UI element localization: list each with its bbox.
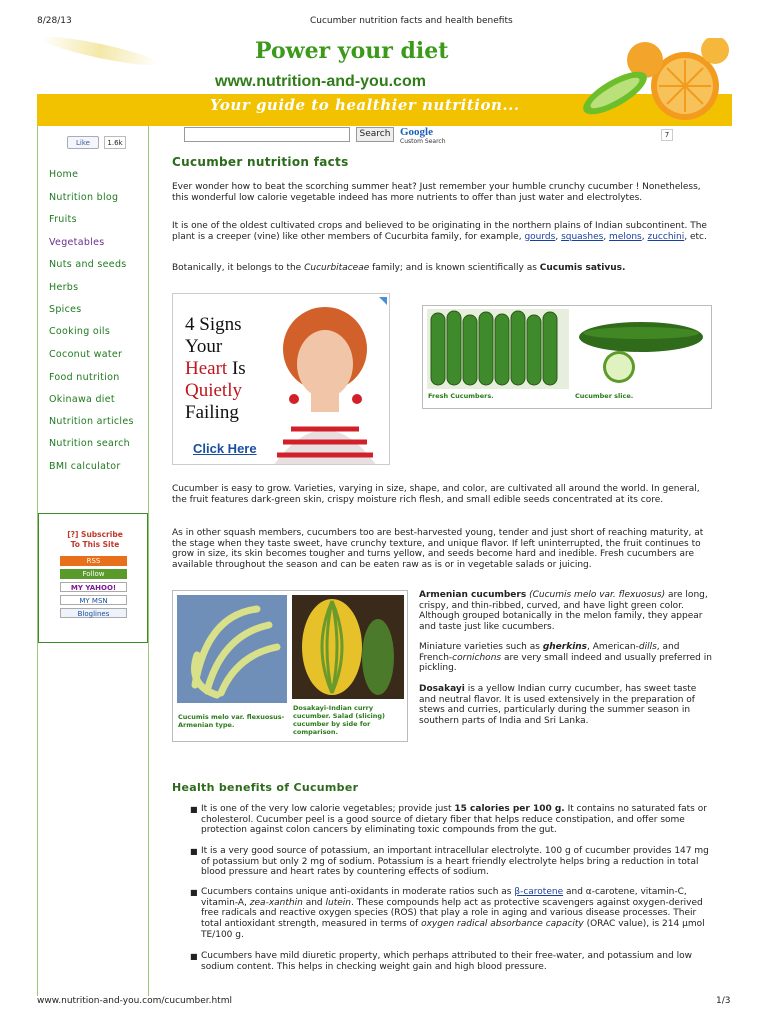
nav-item-cooking-oils[interactable]: Cooking oils	[49, 326, 111, 337]
banner-url[interactable]: www.nutrition-and-you.com	[215, 73, 426, 90]
facebook-like-button[interactable]: Like	[67, 136, 99, 149]
cucumber-slice-caption: Cucumber slice.	[575, 392, 634, 400]
dosakayi-text: is a yellow Indian curry cucumber, has sweet taste and neutral flavor. It is used extensively in the preparation of stews and curries, particularly during the summer season in southern parts of India and Sri Lanka.	[419, 684, 697, 727]
mini-gherkins: gherkins	[542, 642, 588, 652]
botany-paragraph	[172, 263, 712, 274]
armenian-cucumber-photo	[177, 595, 287, 703]
print-footer-page: 1/3	[716, 996, 731, 1006]
mini-text-c: , American-	[587, 642, 639, 652]
page-title: Cucumber nutrition facts	[172, 155, 349, 169]
intro-paragraph: Ever wonder how to beat the scorching summer heat? Just remember your humble crunchy cucumber ! Nonetheless, this wonderful low calorie vegetable indeed has more nutrients to offer than just water and electrolytes.	[172, 182, 701, 203]
nav-item-nutrition-articles[interactable]: Nutrition articles	[49, 416, 134, 427]
botany-text-b: family; and is known scientifically as	[372, 263, 537, 273]
bullet-4-marker: ■	[190, 952, 198, 961]
mini-text-a: Miniature varieties such as	[419, 642, 540, 652]
search-button[interactable]: Search	[356, 127, 394, 142]
my-msn-button[interactable]: MY MSN	[60, 595, 127, 605]
dosakayi-caption: Dosakayi-Indian curry cucumber. Salad (slicing) cucumber by side for comparison.	[293, 704, 386, 736]
dosakayi-paragraph	[419, 684, 713, 727]
bullet-3-marker: ■	[190, 888, 198, 897]
benefit-calories-b: 15 calories per 100 g.	[454, 804, 565, 814]
armenian-scientific: (Cucumis melo var. flexuosus)	[529, 590, 666, 600]
link-zucchini[interactable]: zucchini	[647, 231, 685, 242]
benefit-anti-f: . These compounds help act as protective scavengers against oxygen-derived free radicals and reactive oxygen species (ROS) that play a role in aging and various disease processes. Their total antioxidant strength, measured in terms of	[201, 897, 703, 930]
nav-item-coconut-water[interactable]: Coconut water	[49, 349, 123, 360]
armenian-text: are long, crispy, and thin-ribbed, curved, and have light green color. Although grouped botanically in the melon family, they appear and taste just like cucumbers.	[419, 590, 708, 633]
nav-item-okinawa-diet[interactable]: Okinawa diet	[49, 394, 115, 405]
armenian-caption: Cucumis melo var. flexuosus-Armenian type.	[178, 713, 285, 729]
print-date: 8/28/13	[37, 16, 72, 26]
benefit-diuretic: Cucumbers have mild diuretic property, which perhaps attributed to their free-water, and potassium and low sodium content. This helps in checking weight gain and high blood pressure.	[201, 951, 692, 972]
link-melons[interactable]: melons	[609, 231, 642, 242]
benefit-anti-h: (ORAC value), is 214 µmol TE/100 g.	[201, 919, 705, 940]
botany-text-a: Botanically, it belongs to the	[172, 263, 302, 273]
cucumber-slice-photo	[573, 309, 709, 389]
follow-button[interactable]: Follow	[60, 569, 127, 579]
dosakayi-cucumber-photo	[292, 595, 404, 699]
mini-dills: dills	[638, 642, 657, 652]
nav-item-bmi-calculator[interactable]: BMI calculator	[49, 461, 121, 472]
nav-item-fruits[interactable]: Fruits	[49, 214, 77, 225]
origin-paragraph: It is one of the oldest cultivated crops and believed to be originating in the northern plains of Indian subcontinent. The plant is a creeper (vine) like other members of Cucurbita family, for example, gourds, squashes, melons, zucchini, etc.	[172, 221, 707, 242]
benefit-calories-c: It contains no saturated fats or cholesterol. Cucumber peel is a good source of dietary fiber that helps reduce constipation, and offer some protection against colon cancers by eliminating toxic compounds from the gut.	[201, 804, 707, 836]
nav-item-vegetables[interactable]: Vegetables	[49, 237, 105, 248]
ad-line-2: Your	[185, 336, 223, 357]
nav-item-food-nutrition[interactable]: Food nutrition	[49, 372, 120, 383]
subscribe-title-line2: To This Site	[70, 540, 120, 549]
fresh-cucumbers-photo	[427, 309, 569, 389]
nav-item-nuts-and-seeds[interactable]: Nuts and seeds	[49, 259, 127, 270]
nav-item-home[interactable]: Home	[49, 169, 79, 180]
bullet-2-marker: ■	[190, 847, 198, 856]
rss-button[interactable]: RSS	[60, 556, 127, 566]
armenian-name: Armenian cucumbers	[419, 590, 527, 600]
health-benefits-heading: Health benefits of Cucumber	[172, 781, 359, 794]
custom-search-label: Custom Search	[400, 138, 446, 145]
ad-is-word: Is	[231, 358, 246, 379]
subscribe-title-line1: [?] Subscribe	[67, 530, 123, 539]
my-yahoo-button[interactable]: MY YAHOO!	[60, 582, 127, 592]
benefit-anti-g: oxygen radical absorbance capacity	[421, 919, 584, 930]
mini-text-e: , and French-	[419, 642, 680, 663]
bullet-1-marker: ■	[190, 805, 198, 814]
ad-line-3	[185, 358, 246, 380]
variety-image-box	[172, 590, 408, 742]
banner-title: Power your diet	[255, 38, 449, 64]
benefit-calories	[201, 804, 713, 836]
miniature-paragraph	[419, 642, 713, 674]
benefit-antioxidants	[201, 887, 713, 941]
ad-line-4: Quietly	[185, 380, 242, 401]
benefit-anti-b: and α-carotene, vitamin-C, vitamin-A,	[201, 887, 687, 908]
link-beta-carotene[interactable]: β-carotene	[514, 887, 564, 897]
dosakayi-name: Dosakayi	[419, 684, 465, 694]
nav-item-spices[interactable]: Spices	[49, 304, 82, 315]
nav-item-nutrition-blog[interactable]: Nutrition blog	[49, 192, 119, 203]
origin-end: etc.	[689, 231, 707, 242]
benefit-anti-d: and	[305, 897, 323, 908]
banner-tagline: Your guide to healthier nutrition...	[210, 96, 520, 114]
nav-item-herbs[interactable]: Herbs	[49, 282, 79, 293]
ad-line-5: Failing	[185, 402, 239, 423]
benefit-anti-a: Cucumbers contains unique anti-oxidants in moderate ratios such as	[201, 887, 512, 897]
facebook-like-count: 1.6k	[104, 136, 126, 149]
benefit-potassium: It is a very good source of potassium, an important intracellular electrolyte. 100 g of cucumber provides 147 mg of potassium but only 2 mg of sodium. Potassium is a heart friendly electrolyte helps bring a reduction in total blood pressure and heart rates by countering effects of sodium.	[201, 846, 709, 878]
mini-text-g: are very small indeed and usually preferred in pickling.	[419, 652, 712, 674]
link-gourds[interactable]: gourds	[524, 231, 556, 242]
benefit-anti-c: zea-xanthin	[249, 897, 303, 908]
armenian-paragraph	[419, 590, 713, 633]
benefit-anti-e: lutein	[325, 897, 351, 908]
google-logo: Google	[400, 126, 433, 138]
cucumber-image-box	[422, 305, 712, 409]
benefit-calories-a: It is one of the very low calorie vegetables; provide just	[201, 804, 452, 814]
nav-item-nutrition-search[interactable]: Nutrition search	[49, 438, 130, 449]
link-squashes[interactable]: squashes	[561, 231, 604, 242]
share-count: 7	[661, 129, 673, 141]
origin-text: It is one of the oldest cultivated crops and believed to be originating in the northern plains of Indian subcontinent. The plant is a creeper (vine) like other members of Cucurbita family, for example,	[172, 221, 707, 242]
mini-cornichons: cornichons	[452, 652, 502, 663]
botany-family: Cucurbitaceae	[304, 263, 370, 273]
ad-heart-word: Heart	[185, 358, 228, 379]
botany-scientific: Cucumis sativus.	[539, 263, 626, 273]
print-footer-url: www.nutrition-and-you.com/cucumber.html	[37, 996, 232, 1006]
print-title: Cucumber nutrition facts and health benefits	[310, 16, 513, 26]
growing-paragraph: Cucumber is easy to grow. Varieties, varying in size, shape, and color, are cultivated all around the world. In general, the fruit features dark-green skin, crispy moisture rich flesh, and small edible seeds concentrated at its core.	[172, 484, 700, 505]
subscribe-title[interactable]	[60, 530, 130, 550]
ad-line-1: 4 Signs	[185, 314, 242, 335]
heart-ad[interactable]	[172, 293, 390, 465]
ad-click-here[interactable]: Click Here	[193, 441, 257, 456]
fresh-cucumbers-caption: Fresh Cucumbers.	[428, 392, 494, 400]
bloglines-button[interactable]: Bloglines	[60, 608, 127, 618]
harvest-paragraph: As in other squash members, cucumbers too are best-harvested young, tender and just short of reaching maturity, at the stage when they taste sweet, have crunchy texture, and unique flavor. If left uninterrupted, the fruit continues to grow in size, its skin becomes tougher and turns yellow, and seeds become hard and inedible. Fresh cucumbers are available throughout the season and can be eaten raw as is or in vegetable salads or juicing.	[172, 528, 704, 571]
fruit-illustration	[575, 38, 732, 126]
search-input[interactable]	[184, 127, 350, 142]
